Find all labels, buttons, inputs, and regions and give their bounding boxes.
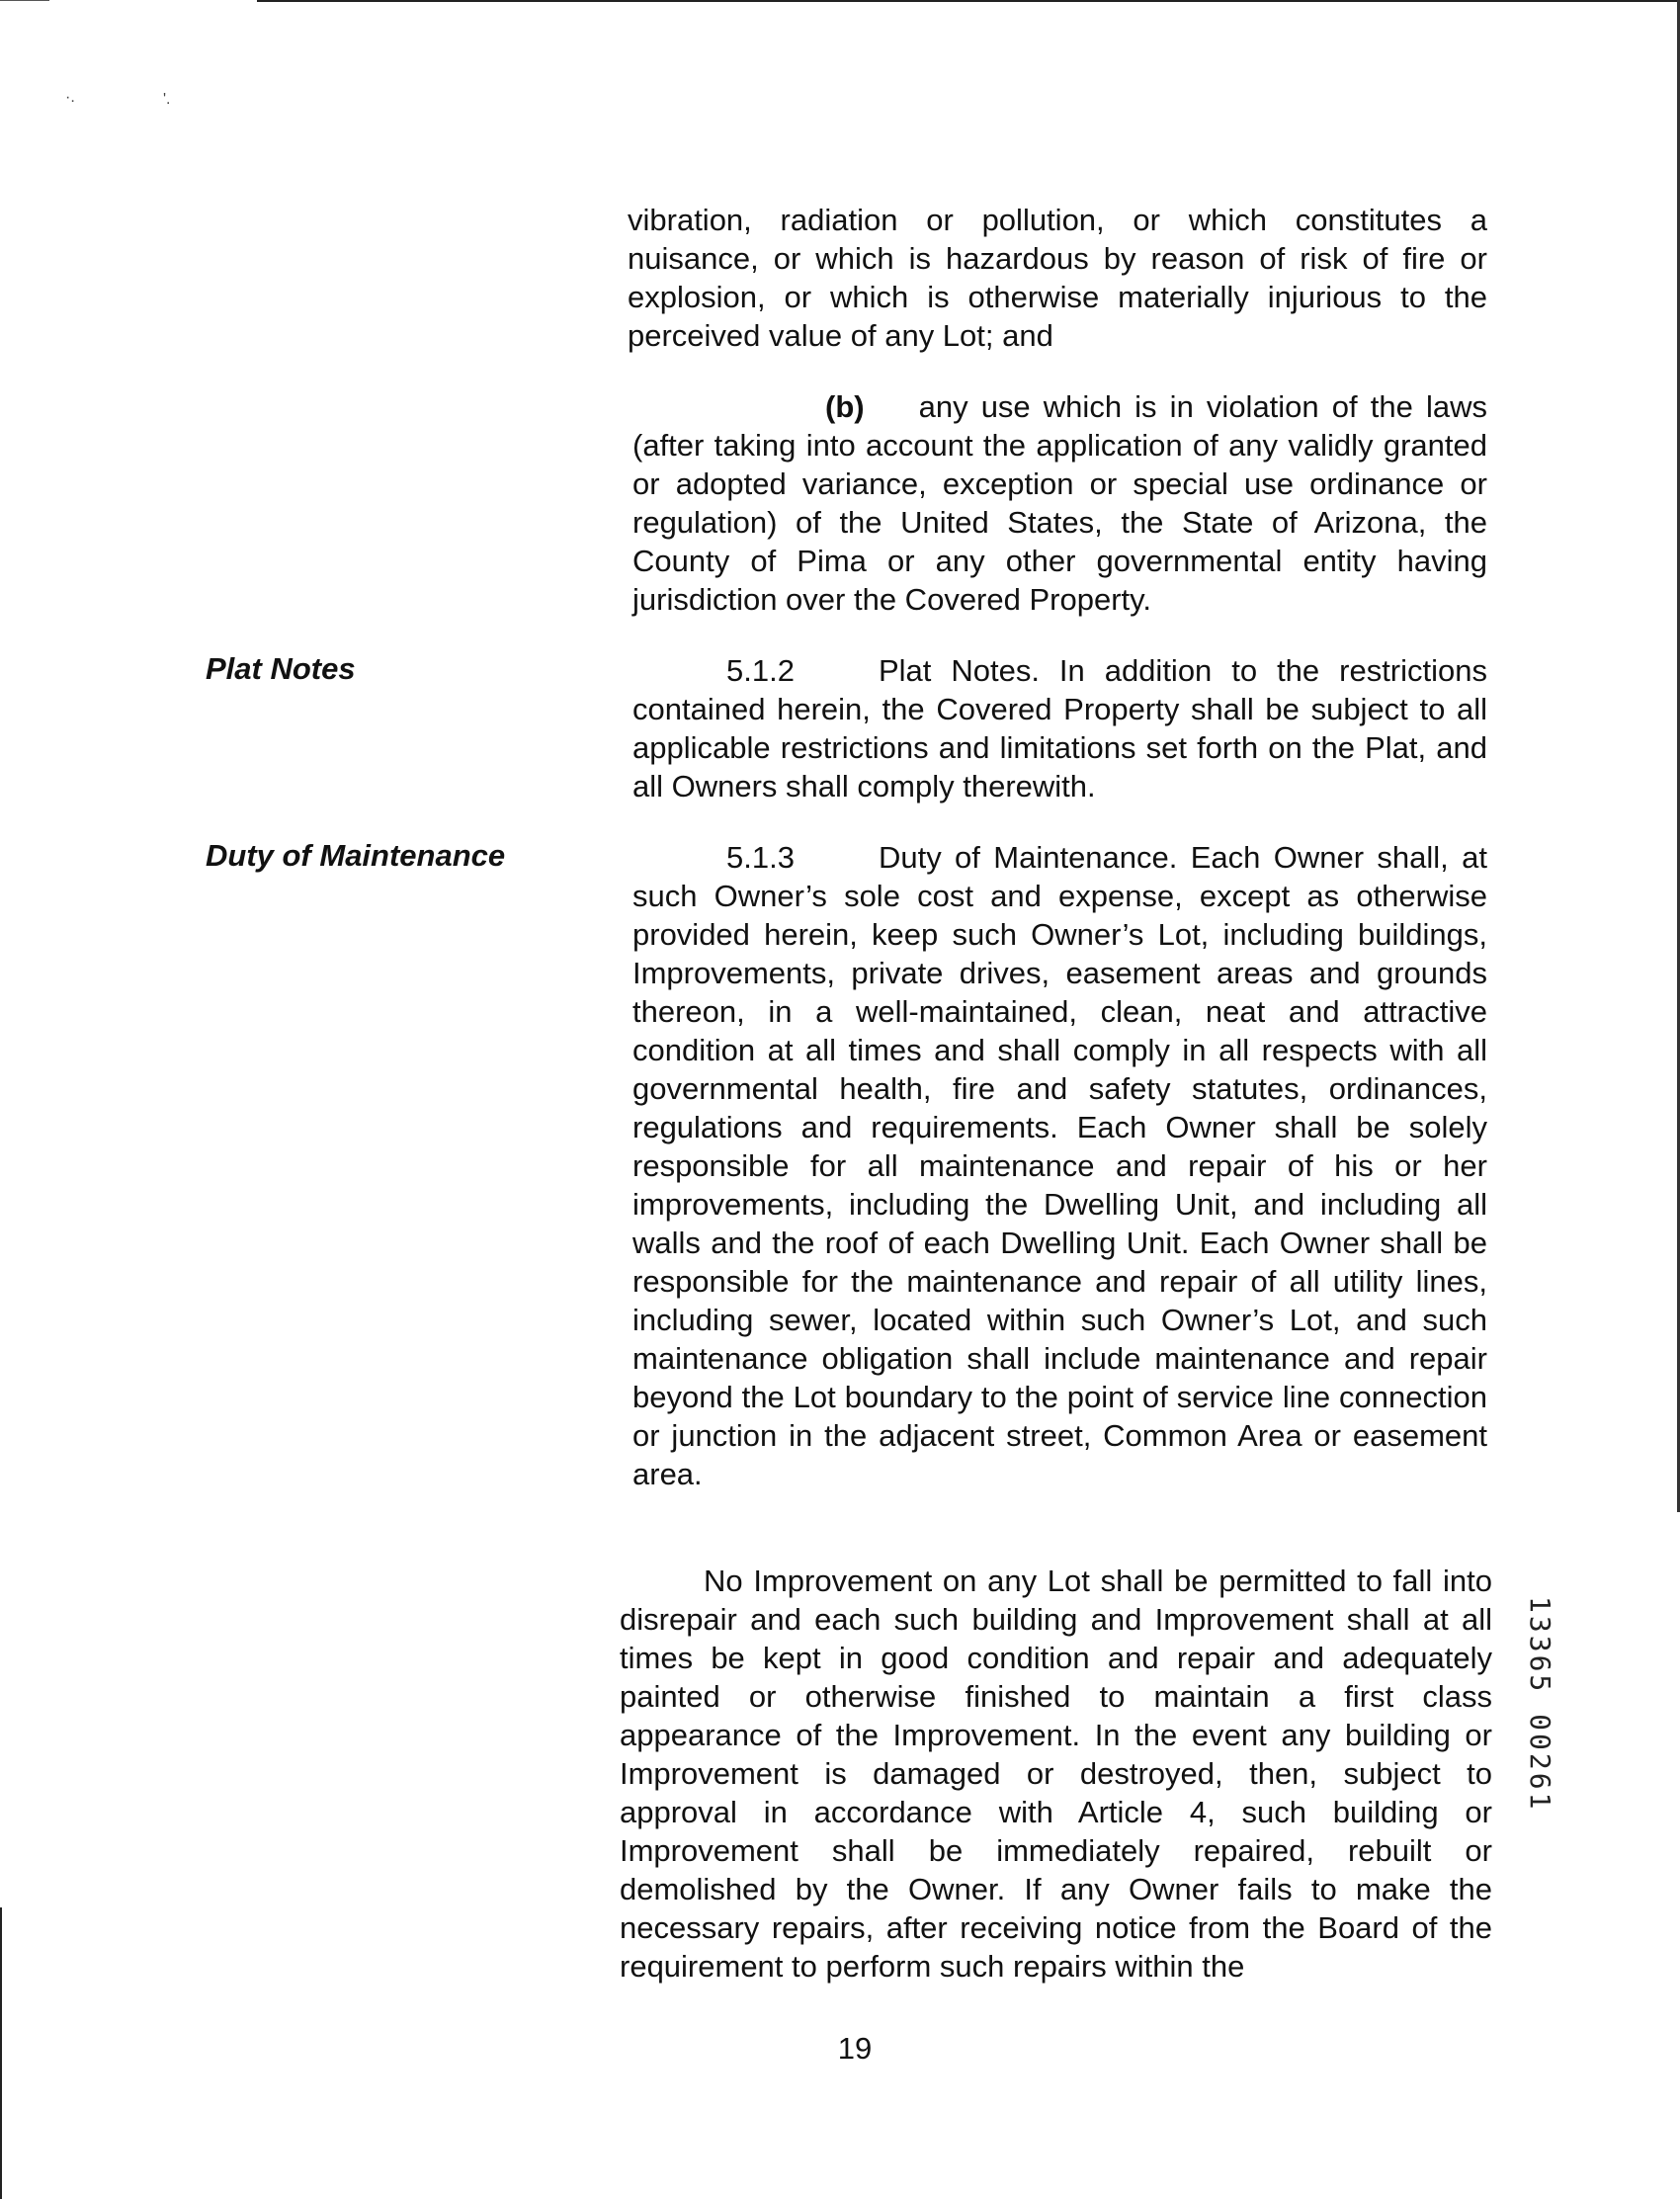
scan-speck: '. — [163, 91, 171, 108]
section-text: Plat Notes. In addition to the restrictions contained herein, the Covered Property shall be subject to all applicable restrictions and limitations set forth on the Plat, and all Owners shall comply therewith. — [632, 653, 1487, 803]
improvement-paragraph: No Improvement on any Lot shall be permitted to fall into disrepair and each such building and Improvement shall at all times be kept in good condition and repair and adequately painted or otherwise finished to maintain a first class appearance of the Improvement. In the event any building or Improvement is damaged or destroyed, then, subject to approval in accordance with Article 4, such building or Improvement shall be immediately repaired, rebuilt or demolished by the Owner. If any Owner fails to make the necessary repairs, after receiving notice from the Board of the requirement to perform such repairs within the — [620, 1564, 1492, 1984]
recording-stamp: 13365 00261 — [1524, 1596, 1556, 1813]
page-number: 19 — [837, 2031, 873, 2066]
continuation-paragraph: vibration, radiation or pollution, or which constitutes a nuisance, or which is hazardous by reason of risk of fire or explosion, or which is otherwise materially injurious to the perceived value of any Lot; and — [628, 203, 1487, 353]
item-b-paragraph — [632, 387, 1487, 619]
section-number: 5.1.2 — [726, 653, 795, 688]
scan-edge-left — [0, 1907, 2, 2199]
scan-speck: ·. — [65, 89, 75, 106]
section-number: 5.1.3 — [726, 840, 795, 875]
section-5-1-2-paragraph — [632, 651, 1487, 805]
margin-heading-duty-of-maintenance: Duty of Maintenance — [206, 838, 506, 873]
section-5-1-3-paragraph — [632, 838, 1487, 1493]
margin-heading-plat-notes: Plat Notes — [206, 651, 356, 686]
scan-edge-top-left — [0, 0, 49, 1]
item-b-label: (b) — [825, 389, 865, 424]
scan-edge-top — [257, 0, 1680, 2]
item-b-text: any use which is in violation of the laws (after taking into account the application of any validly granted or adopted variance, exception or special use ordinance or regulation) of the United States, the State of Arizona, the County of Pima or any other governmental entity having jurisdiction over the Covered Property. — [632, 389, 1487, 617]
section-text: Duty of Maintenance. Each Owner shall, at such Owner’s sole cost and expense, except as otherwise provided herein, keep such Owner’s Lot, including buildings, Improvements, private drives, easement areas and grounds thereon, in a well-maintained, clean, neat and attractive condition at all times and shall comply in all respects with all governmental health, fire and safety statutes, ordinances, regulations and requirements. Each Owner shall be solely responsible for all maintenance and repair of his or her improvements, including the Dwelling Unit, and including all walls and the roof of each Dwelling Unit. Each Owner shall be responsible for the maintenance and repair of all utility lines, including sewer, located within such Owner’s Lot, and such maintenance obligation shall include maintenance and repair beyond the Lot boundary to the point of service line connection or junction in the adjacent street, Common Area or easement area. — [632, 840, 1487, 1491]
